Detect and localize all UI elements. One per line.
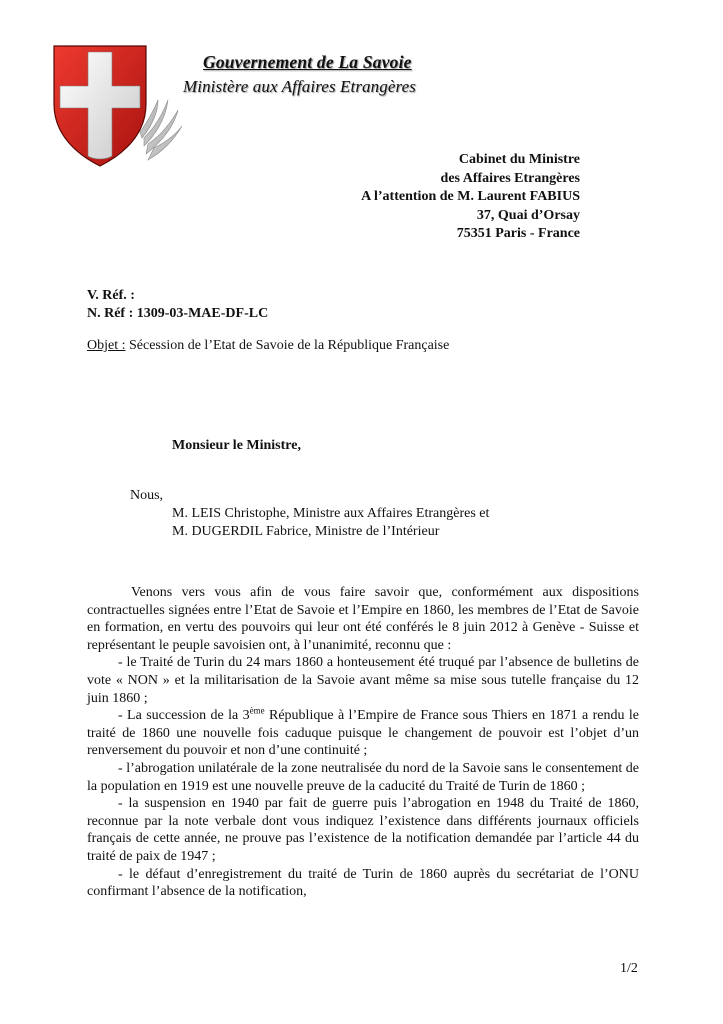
government-title: Gouvernement de La Savoie [203, 52, 412, 72]
point-4: - la suspension en 1940 par fait de guerre puis l’abrogation en 1948 du Traité de 1860, reconnue par la note verbale dont vous indiquez l’existence dans différents journaux officiels français de cette année, ne prouve pas l’existence de la notification demandée par l’article 44 du traité de paix de 1947 ; [87, 796, 639, 864]
signer-2: M. DUGERDIL Fabrice, Ministre de l’Intérieur [172, 524, 440, 539]
subject-line [87, 338, 449, 354]
point-2-sup: ème [249, 705, 265, 716]
subject-text: Sécession de l’Etat de Savoie de la République Française [125, 338, 450, 353]
recipient-address [361, 151, 580, 244]
recipient-line: Cabinet du Ministre [458, 152, 580, 167]
ministry-subtitle: Ministère aux Affaires Etrangères [183, 77, 416, 96]
recipient-line: des Affaires Etrangères [440, 170, 580, 186]
intro-paragraph: Venons vers vous afin de vous faire savoir que, conformément aux dispositions contractuelles signées entre l’Etat de Savoie et l’Empire en 1860, les membres de l’Etat de Savoie en formation, en vertu des pouvoirs qui leur ont été conférés le 8 juin 2012 à Genève - Suisse et représentant le peuple savoisien ont, à l’unanimité, reconnu que : [87, 585, 639, 653]
recipient-line: A l’attention de M. Laurent FABIUS [361, 189, 580, 204]
point-5: - le défaut d’enregistrement du traité de Turin de 1860 auprès du secrétariat de l’ONU confirmant l’absence de la notification, [87, 866, 639, 900]
page-number: 1/2 [620, 961, 638, 976]
our-reference: N. Réf : 1309-03-MAE-DF-LC [87, 305, 269, 321]
subject-label: Objet : [87, 338, 126, 353]
recipient-line: 75351 Paris - France [456, 226, 580, 241]
signer-1: M. LEIS Christophe, Ministre aux Affaires Etrangères et [172, 506, 490, 521]
salutation: Monsieur le Ministre, [172, 438, 301, 453]
point-1: - le Traité de Turin du 24 mars 1860 a honteusement été truqué par l’absence de bulletins de vote « NON » et la militarisation de la Savoie avant même sa mise sous tutelle française du 12 juin 1860 ; [87, 655, 639, 706]
nous-label: Nous, [130, 488, 164, 503]
signers-list [172, 505, 489, 541]
letter-body [87, 584, 639, 901]
point-2-end: République à l’Empire de France sous Thiers en 1871 a rendu le traité de 1860 une nouvelle fois caduque puisque le changement de pouvoir est l’objet d’un renversement du pouvoir et non d’une continuité ; [87, 708, 640, 759]
your-reference: V. Réf. : [87, 288, 135, 303]
point-2-start: - La succession de la 3 [118, 708, 250, 724]
savoie-coat-of-arms-icon [50, 42, 190, 172]
point-2 [87, 707, 639, 760]
point-3: - l’abrogation unilatérale de la zone neutralisée du nord de la Savoie sans le consentement de la population en 1919 est une nouvelle preuve de la caducité du Traité de Turin de 1860 ; [87, 760, 639, 794]
references [87, 287, 268, 322]
recipient-line: 37, Quai d’Orsay [476, 207, 580, 223]
